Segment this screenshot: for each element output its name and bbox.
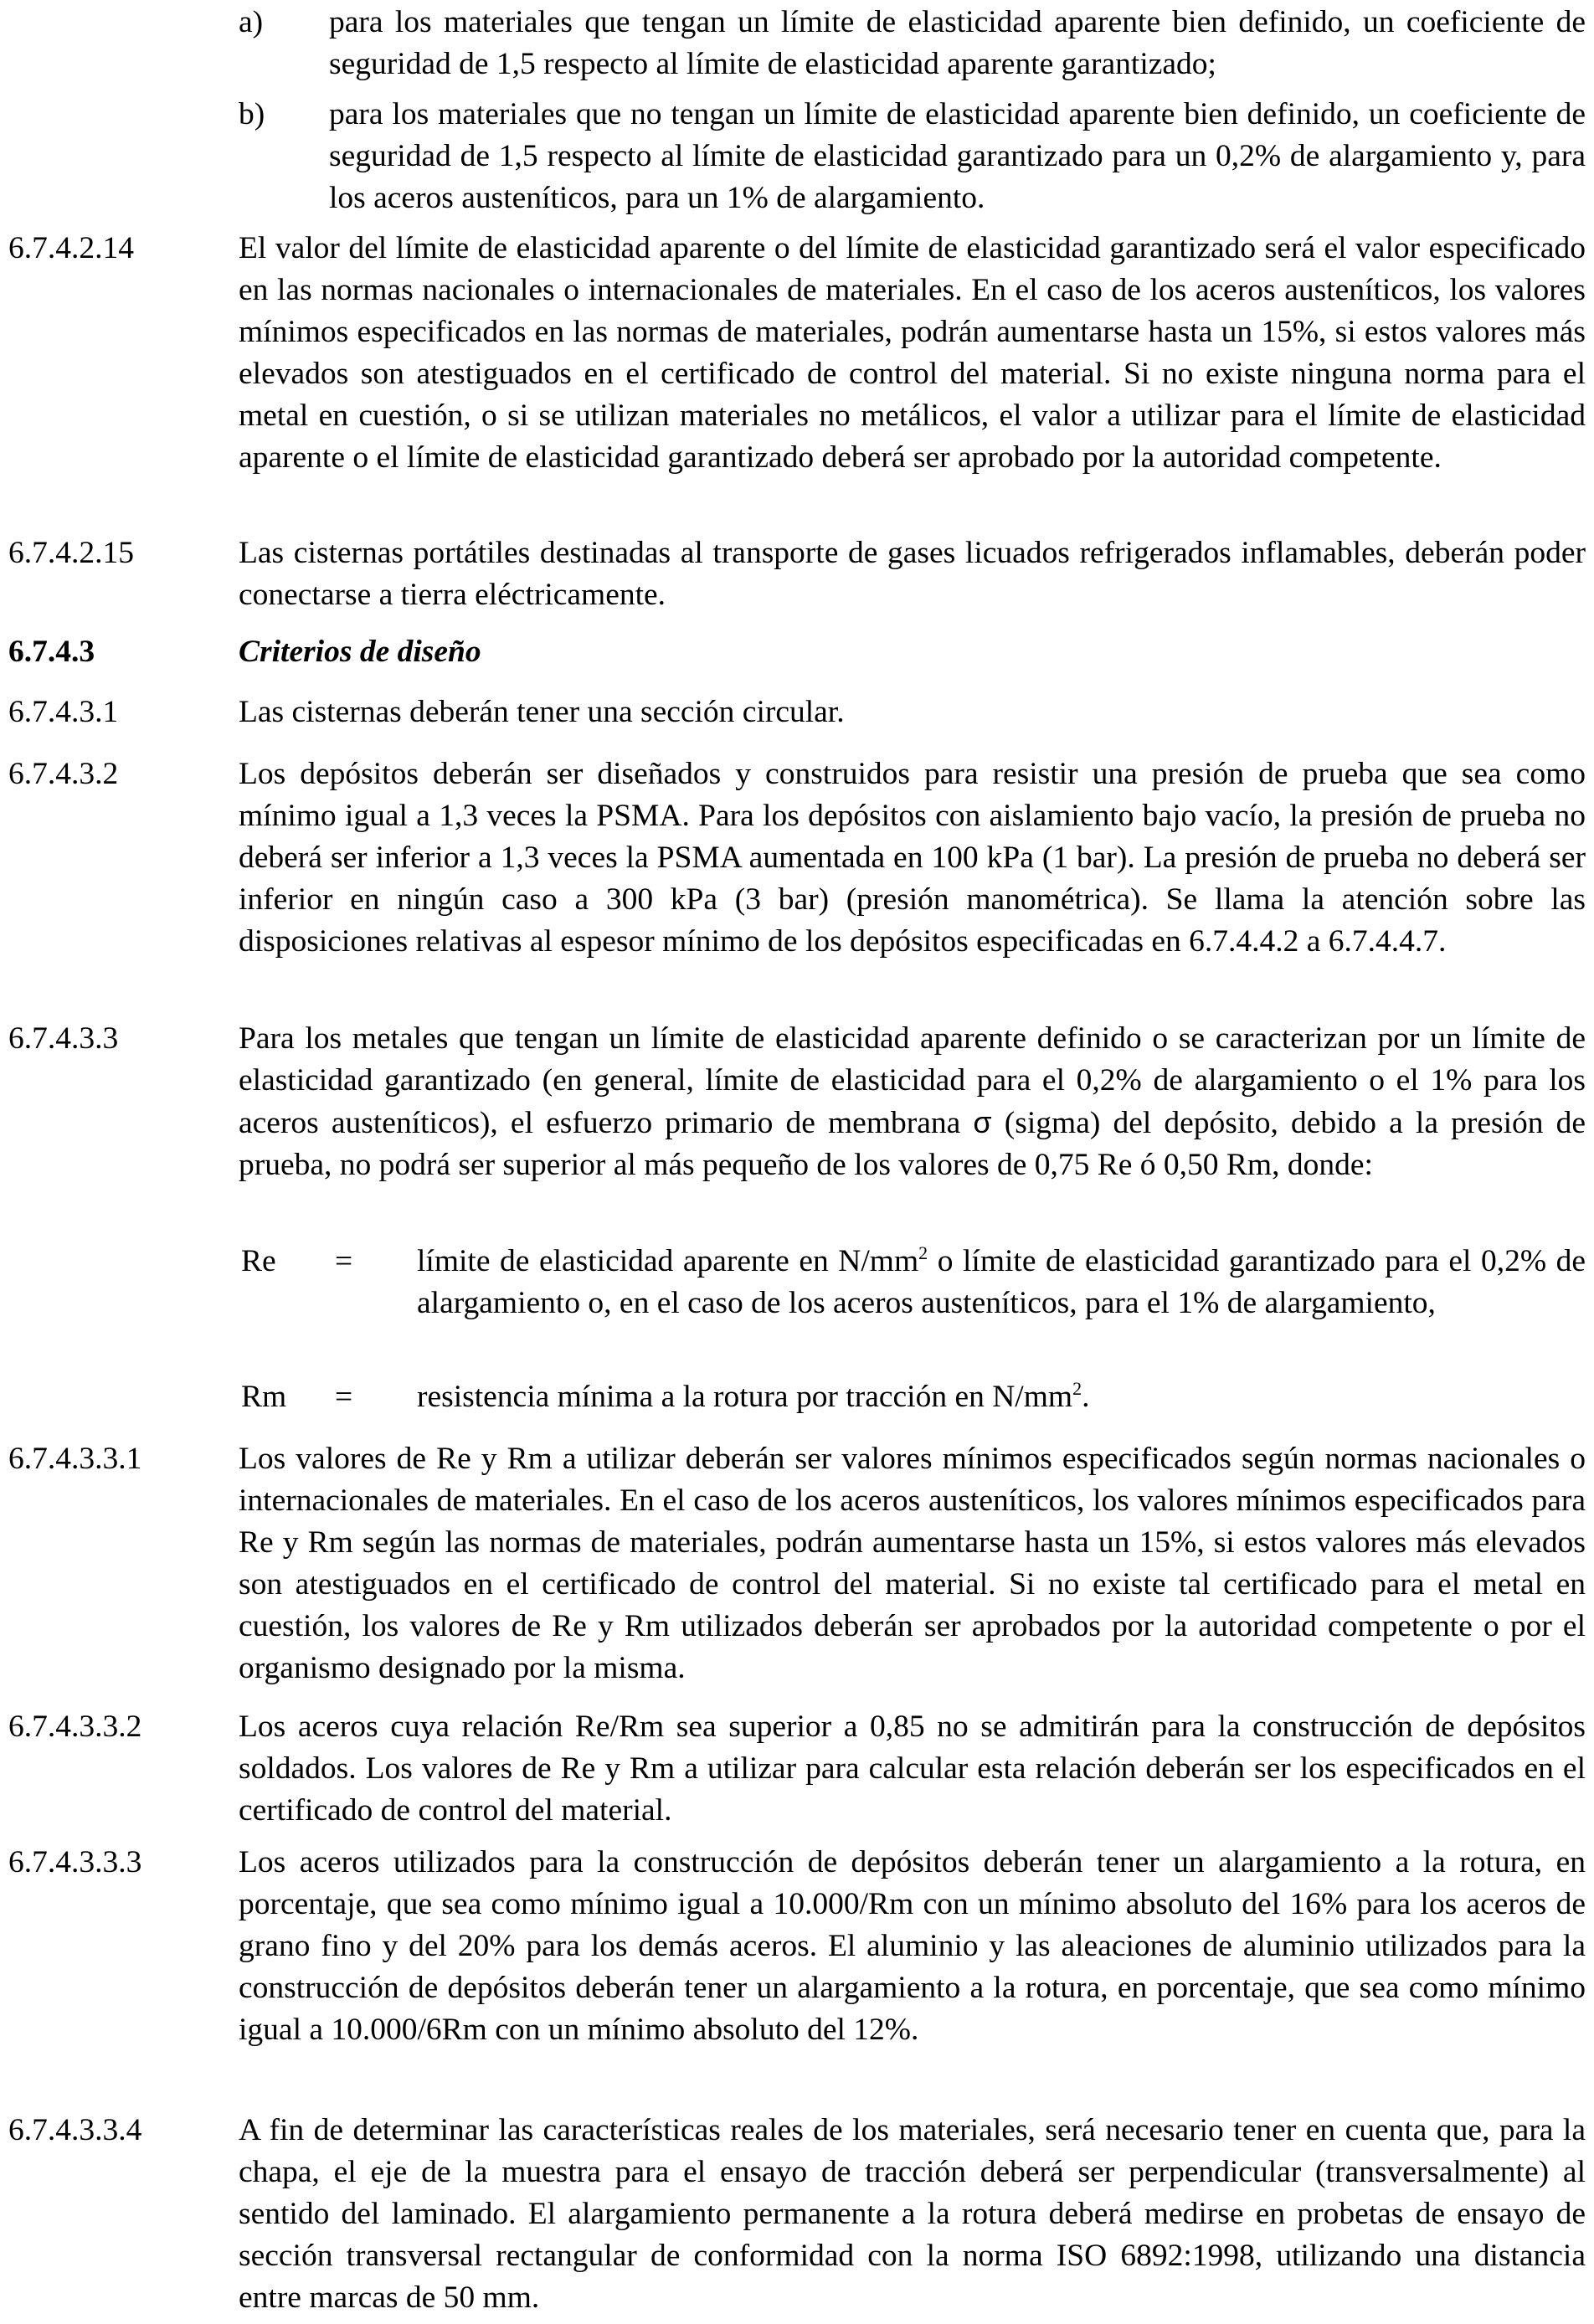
definition-equals-rm: =	[335, 1380, 353, 1414]
section-number-6-7-4-3-3-1: 6.7.4.3.3.1	[8, 1442, 142, 1476]
superscript-2: 2	[918, 1242, 928, 1263]
section-text-6-7-4-3-3-3: Los aceros utilizados para la construcción de depósitos deberán tener un alargamiento a la rotura, en porcentaje, que sea como mínimo igual a 10.000/Rm con un mínimo absoluto del 16% para los aceros de grano fino y del 20% para los demás aceros. El aluminio y las aleaciones de aluminio utilizados para la construcción de depósitos deberán tener un alargamiento a la rotura, en porcentaje, que sea como mínimo igual a 10.000/6Rm con un mínimo absoluto del 12%.	[239, 1845, 1586, 2047]
section-number-6-7-4-3-2: 6.7.4.3.2	[8, 757, 119, 791]
section-number-6-7-4-3-3-4: 6.7.4.3.3.4	[8, 2113, 142, 2147]
section-text-6-7-4-3-3-part2: (sigma) del depósito, debido a la presión de prueba, no podrá ser superior al más pequeño de los valores de 0,75 Re ó 0,50 Rm, donde:	[239, 1106, 1586, 1182]
definition-text-rm-part1: resistencia mínima a la rotura por tracción en N/mm	[417, 1380, 1073, 1414]
definition-term-rm: Rm	[241, 1380, 287, 1414]
section-text-6-7-4-3-3	[239, 1018, 1586, 1186]
definition-text-re-part2: o límite de elasticidad garantizado para el 0,2% de alargamiento o, en el caso de los aceros austeníticos, para el 1% de alargamiento,	[417, 1244, 1586, 1320]
section-text-6-7-4-3-3-4: A fin de determinar las características reales de los materiales, será necesario tener en cuenta que, para la chapa, el eje de la muestra para el ensayo de tracción deberá ser perpendicular (transversalmente) al sentido del laminado. El alargamiento permanente a la rotura deberá medirse en probetas de ensayo de sección transversal rectangular de conformidad con la norma ISO 6892:1998, utilizando una distancia entre marcas de 50 mm.	[239, 2113, 1586, 2315]
definition-text-re	[417, 1241, 1586, 1324]
definition-text-re-part1: límite de elasticidad aparente en N/mm	[417, 1244, 919, 1278]
section-text-6-7-4-3-3-1: Los valores de Re y Rm a utilizar deberán ser valores mínimos especificados según normas nacionales o internacionales de materiales. En el caso de los aceros austeníticos, los valores mínimos especificados para Re y Rm según las normas de materiales, podrán aumentarse hasta un 15%, si estos valores más elevados son atestiguados en el certificado de control del material. Si no existe tal certificado para el metal en cuestión, los valores de Re y Rm utilizados deberán ser aprobados por la autoridad competente o por el organismo designado por la misma.	[239, 1442, 1586, 1685]
superscript-2: 2	[1072, 1378, 1082, 1399]
section-number-6-7-4-3-1: 6.7.4.3.1	[8, 695, 119, 729]
definition-text-rm-part2: .	[1082, 1380, 1090, 1414]
sigma-symbol: σ	[973, 1105, 992, 1139]
definition-text-rm	[417, 1376, 1586, 1418]
section-number-6-7-4-3-3-3: 6.7.4.3.3.3	[8, 1845, 142, 1879]
section-number-6-7-4-3-3: 6.7.4.3.3	[8, 1021, 119, 1056]
section-text-6-7-4-2-15: Las cisternas portátiles destinadas al transporte de gases licuados refrigerados inflamables, deberán poder conectarse a tierra eléctricamente.	[239, 536, 1586, 612]
section-number-6-7-4-2-15: 6.7.4.2.15	[8, 536, 134, 570]
section-text-6-7-4-3-3-part1: Para los metales que tengan un límite de elasticidad aparente definido o se caracterizan por un límite de elasticidad garantizado (en general, límite de elasticidad para el 0,2% de alargamiento o el 1% para los aceros austeníticos), el esfuerzo primario de membrana	[239, 1021, 1586, 1140]
section-number-6-7-4-3-3-2: 6.7.4.3.3.2	[8, 1710, 142, 1744]
item-b-text: para los materiales que no tengan un límite de elasticidad aparente bien definido, un coeficiente de seguridad de 1,5 respecto al límite de elasticidad garantizado para un 0,2% de alargamiento y, para los aceros austeníticos, para un 1% de alargamiento.	[329, 97, 1586, 215]
section-text-6-7-4-3-3-2: Los aceros cuya relación Re/Rm sea superior a 0,85 no se admitirán para la construcción de depósitos soldados. Los valores de Re y Rm a utilizar para calcular esta relación deberán ser los especificados en el certificado de control del material.	[239, 1710, 1586, 1828]
section-number-6-7-4-2-14: 6.7.4.2.14	[8, 231, 134, 265]
item-a-text: para los materiales que tengan un límite de elasticidad aparente bien definido, un coeficiente de seguridad de 1,5 respecto al límite de elasticidad aparente garantizado;	[329, 5, 1586, 81]
section-heading-criterios-de-diseno: Criterios de diseño	[239, 635, 481, 669]
section-text-6-7-4-3-1: Las cisternas deberán tener una sección circular.	[239, 695, 845, 729]
definition-equals-re: =	[335, 1244, 353, 1278]
section-number-6-7-4-3: 6.7.4.3	[8, 635, 95, 669]
section-text-6-7-4-2-14: El valor del límite de elasticidad aparente o del límite de elasticidad garantizado será el valor especificado en las normas nacionales o internacionales de materiales. En el caso de los aceros austeníticos, los valores mínimos especificados en las normas de materiales, podrán aumentarse hasta un 15%, si estos valores más elevados son atestiguados en el certificado de control del material. Si no existe ninguna norma para el metal en cuestión, o si se utilizan materiales no metálicos, el valor a utilizar para el límite de elasticidad aparente o el límite de elasticidad garantizado deberá ser aprobado por la autoridad competente.	[239, 231, 1586, 475]
definition-term-re: Re	[241, 1244, 276, 1278]
item-b-label: b)	[239, 97, 265, 131]
section-text-6-7-4-3-2: Los depósitos deberán ser diseñados y construidos para resistir una presión de prueba que sea como mínimo igual a 1,3 veces la PSMA. Para los depósitos con aislamiento bajo vacío, la presión de prueba no deberá ser inferior a 1,3 veces la PSMA aumentada en 100 kPa (1 bar). La presión de prueba no deberá ser inferior en ningún caso a 300 kPa (3 bar) (presión manométrica). Se llama la atención sobre las disposiciones relativas al espesor mínimo de los depósitos especificadas en 6.7.4.4.2 a 6.7.4.4.7.	[239, 757, 1586, 959]
item-a-label: a)	[239, 5, 264, 39]
document-page	[8, 0, 1586, 2324]
